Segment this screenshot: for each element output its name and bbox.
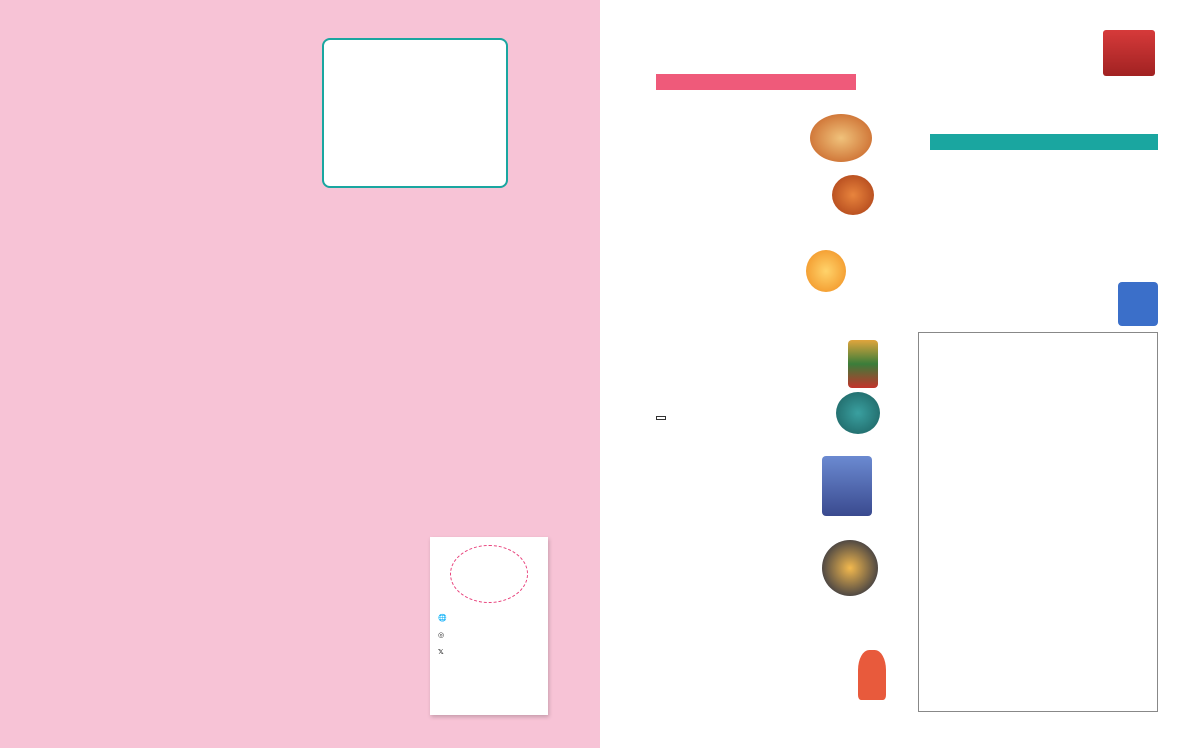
marina-bay-photo <box>822 540 878 596</box>
tech-bar <box>930 134 1158 150</box>
staff-bubble <box>450 545 528 603</box>
hero-box <box>322 38 508 188</box>
chicken-rice-photo <box>810 114 872 162</box>
data-box <box>918 332 1158 712</box>
right-page <box>600 0 1200 748</box>
shophouse-photo <box>1103 30 1155 76</box>
staff-instagram[interactable]: ◎ <box>438 631 445 639</box>
staff-web[interactable]: 🌐 <box>438 614 447 622</box>
kakigori-photo <box>806 250 846 292</box>
minion-sign <box>1118 282 1158 326</box>
tiffin-photo <box>848 340 878 388</box>
staff-card <box>430 537 548 715</box>
staff-x[interactable]: 𝕏 <box>438 648 444 656</box>
ranking-bar <box>656 74 856 90</box>
chili-crab-photo <box>832 175 874 215</box>
specialist-label <box>656 416 666 420</box>
bird-photo <box>858 650 886 700</box>
plate-photo <box>836 392 880 434</box>
building-photo <box>822 456 872 516</box>
